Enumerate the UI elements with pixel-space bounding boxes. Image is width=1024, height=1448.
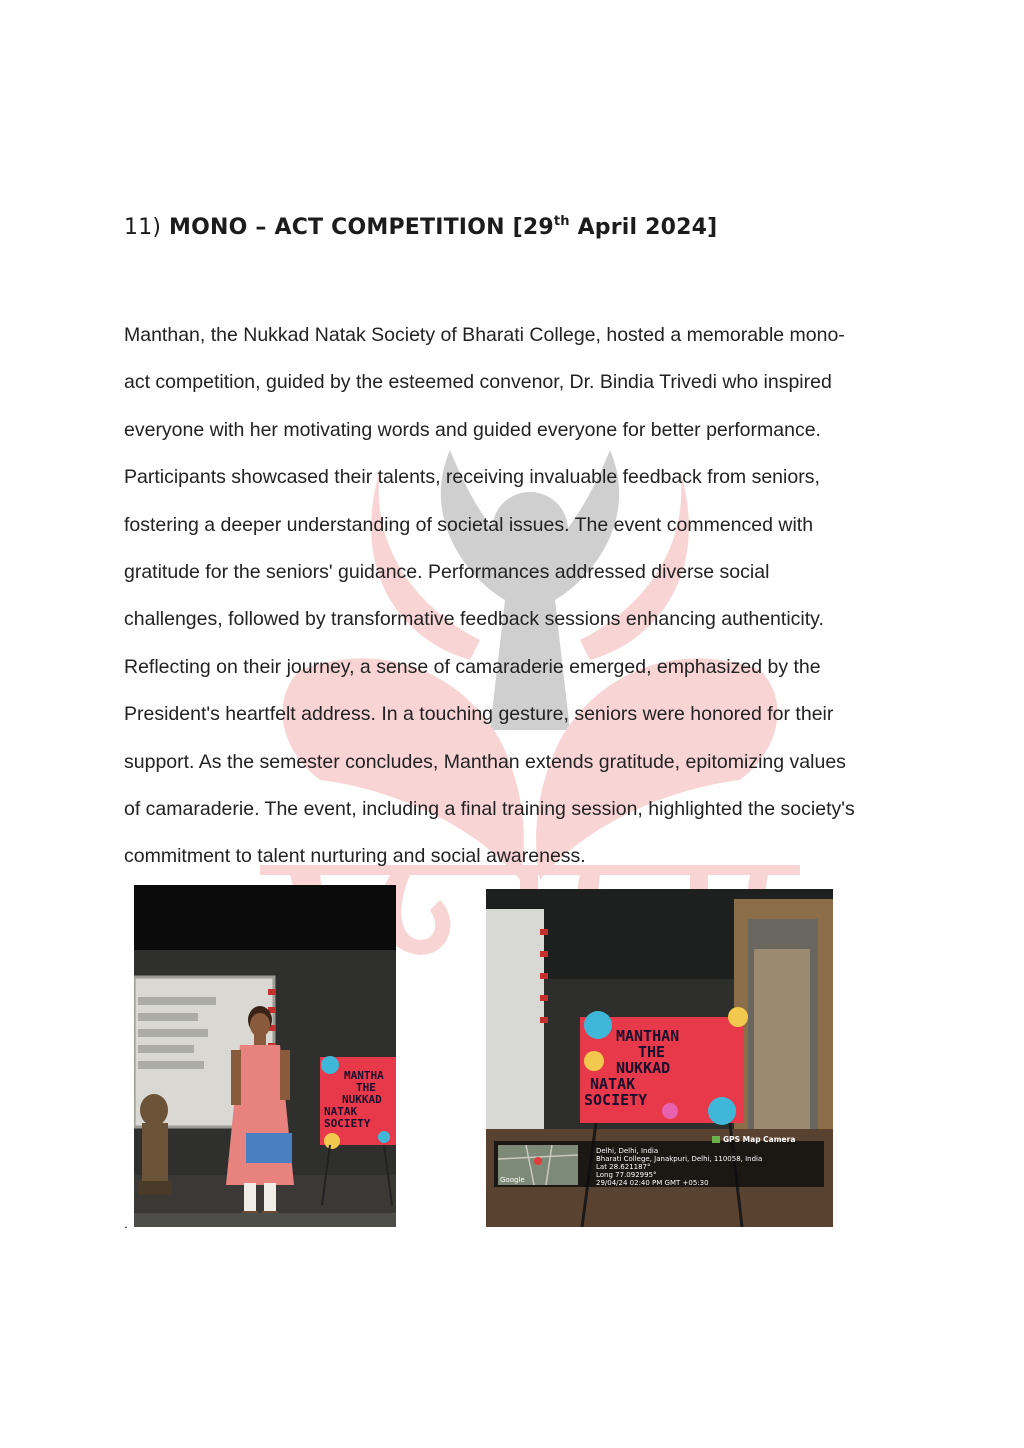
sign-line: NATAK: [590, 1075, 636, 1093]
paragraph-line: fostering a deeper understanding of societal issues. The event commenced with: [124, 513, 814, 536]
trailing-mark: .: [124, 1215, 128, 1231]
paragraph-line: Manthan, the Nukkad Natak Society of Bharati College, hosted a memorable mono-: [124, 324, 845, 346]
paragraph-line: Reflecting on their journey, a sense of camaraderie emerged, emphasized by the: [124, 655, 821, 678]
sign-line: MANTHA: [344, 1069, 384, 1082]
gps-app-label: GPS Map Camera: [723, 1135, 796, 1144]
sign-line: SOCIETY: [584, 1091, 648, 1109]
gps-location-line: Delhi, Delhi, India: [596, 1147, 659, 1155]
section-title: MONO – ACT COMPETITION [29: [169, 215, 554, 240]
section-number: 11): [124, 215, 162, 240]
sign-line: NUKKAD: [342, 1093, 382, 1106]
paragraph-line: challenges, followed by transformative feedback sessions enhancing authenticity.: [124, 608, 824, 631]
paragraph-line: gratitude for the seniors' guidance. Performances addressed diverse social: [124, 561, 770, 584]
society-sign-photo: [486, 889, 833, 1227]
event-description: [124, 312, 924, 881]
section-date-tail: April 2024]: [569, 215, 718, 240]
map-provider-label: Google: [500, 1176, 525, 1184]
gps-longitude: Long 77.092995°: [596, 1171, 657, 1179]
performer-photo: [134, 885, 396, 1227]
sign-line: MANTHAN: [616, 1027, 680, 1045]
sign-line: NATAK: [324, 1105, 358, 1118]
sign-line: NUKKAD: [616, 1059, 671, 1077]
gps-overlay: [494, 1135, 824, 1187]
sign-line: THE: [638, 1043, 666, 1061]
paragraph-line: Participants showcased their talents, receiving invaluable feedback from seniors,: [124, 466, 820, 489]
sign-line: THE: [356, 1081, 376, 1094]
gps-latitude: Lat 28.621187°: [596, 1163, 651, 1171]
paragraph-line: act competition, guided by the esteemed convenor, Dr. Bindia Trivedi who inspired: [124, 371, 832, 394]
paragraph-line: commitment to talent nurturing and social awareness.: [124, 845, 586, 868]
paragraph-line: President's heartfelt address. In a touching gesture, seniors were honored for their: [124, 703, 834, 726]
sign-line: SOCIETY: [324, 1117, 371, 1130]
section-heading: [124, 214, 717, 240]
gps-timestamp: 29/04/24 02:40 PM GMT +05:30: [596, 1179, 709, 1187]
paragraph-line: everyone with her motivating words and guided everyone for better performance.: [124, 418, 821, 441]
date-superscript: th: [553, 214, 570, 229]
paragraph-line: support. As the semester concludes, Manthan extends gratitude, epitomizing values: [124, 750, 846, 773]
paragraph-line: of camaraderie. The event, including a final training session, highlighted the society's: [124, 798, 855, 821]
gps-address-line: Bharati College, Janakpuri, Delhi, 110058, India: [596, 1155, 763, 1163]
